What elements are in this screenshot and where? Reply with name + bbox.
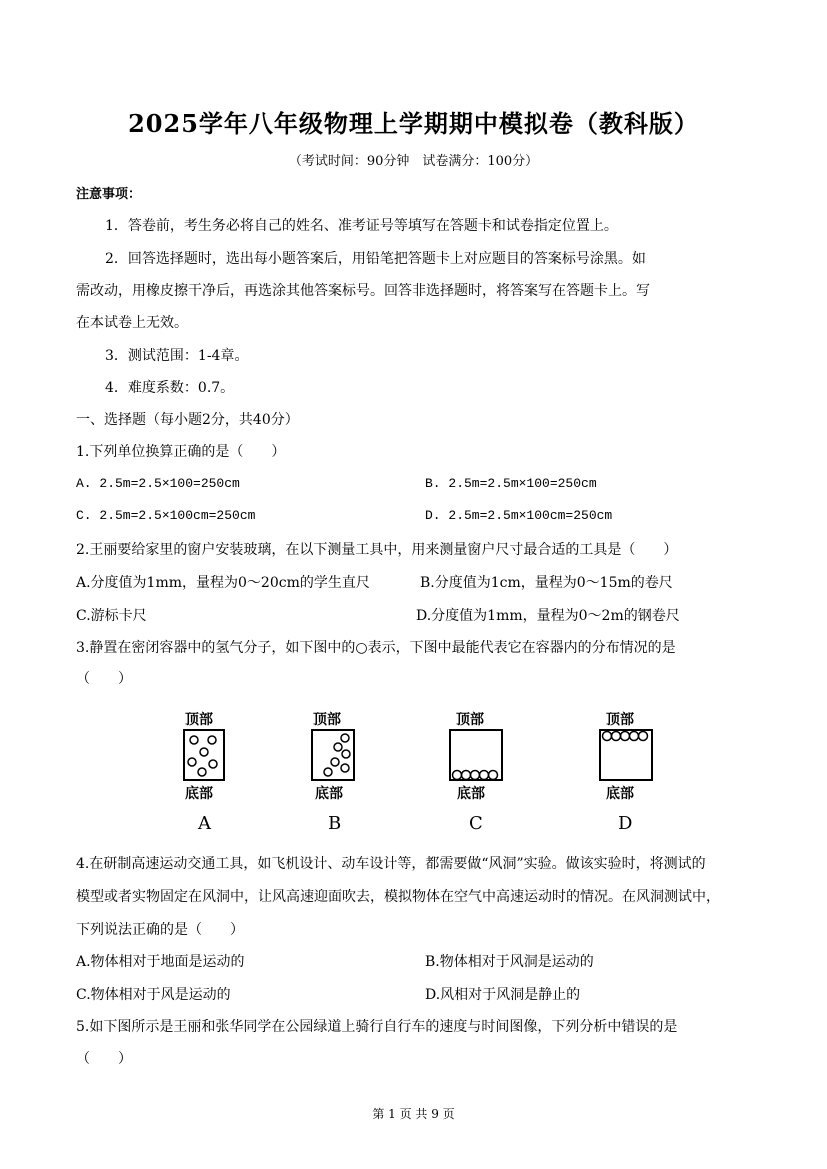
bottom-label-a: 底部 — [185, 786, 213, 802]
q1-option-c: C. 2.5m=2.5×100cm=250cm — [76, 508, 256, 523]
notes-heading: 注意事项： — [76, 187, 142, 202]
bottom-label-d: 底部 — [606, 786, 634, 802]
top-label-d: 顶部 — [606, 712, 634, 728]
q5-stem-line-1: 5.如下图所示是王丽和张华同学在公园绿道上骑行自行车的速度与时间图像，下列分析中错误的是 — [76, 1019, 678, 1035]
page-title: 2025学年八年级物理上学期期中模拟卷（教科版） — [128, 109, 699, 138]
container-d — [600, 711, 652, 834]
container-b — [312, 711, 354, 834]
q4-option-d: D.风相对于风洞是静止的 — [425, 987, 581, 1003]
letter-c: C — [469, 813, 483, 834]
letter-d: D — [618, 813, 633, 834]
q4-option-a: A.物体相对于地面是运动的 — [76, 954, 245, 970]
note-4: 4．难度系数：0.7。 — [105, 380, 235, 396]
letter-b: B — [328, 813, 342, 834]
q1-option-d: D. 2.5m=2.5m×100cm=250cm — [425, 508, 613, 523]
page-footer: 第 1 页 共 9 页 — [372, 1107, 455, 1121]
section-heading: 一、选择题（每小题2分，共40分） — [76, 412, 299, 428]
q3-figure — [170, 704, 670, 834]
note-2-line-1: 2．回答选择题时，选出每小题答案后，用铅笔把答题卡上对应题目的答案标号涂黑。如 — [105, 251, 646, 267]
note-2-line-3: 在本试卷上无效。 — [76, 315, 188, 331]
q2-stem: 2.王丽要给家里的窗户安装玻璃，在以下测量工具中，用来测量窗户尺寸最合适的工具是（ ） — [76, 542, 678, 558]
q2-option-a: A.分度值为1mm，量程为0～20cm的学生直尺 — [76, 575, 370, 591]
bottom-label-b: 底部 — [315, 786, 343, 802]
q2-option-b: B.分度值为1cm，量程为0～15m的卷尺 — [420, 575, 673, 591]
q4-option-c: C.物体相对于风是运动的 — [76, 987, 231, 1003]
q2-option-d: D.分度值为1mm，量程为0～2m的钢卷尺 — [416, 608, 680, 624]
q1-option-b: B. 2.5m=2.5m×100=250cm — [425, 476, 597, 491]
bottom-label-c: 底部 — [457, 786, 485, 802]
container-c — [450, 711, 502, 834]
note-2-line-2: 需改动，用橡皮擦干净后，再选涂其他答案标号。回答非选择题时，将答案写在答题卡上。写 — [76, 283, 650, 299]
q4-option-b: B.物体相对于风洞是运动的 — [425, 954, 594, 970]
letter-a: A — [198, 813, 211, 834]
top-label-a: 顶部 — [185, 712, 213, 728]
top-label-b: 顶部 — [313, 712, 341, 728]
exam-info: （考试时间：90分钟 试卷满分：100分） — [288, 154, 539, 169]
container-a — [184, 711, 224, 834]
q4-stem-line-1: 4.在研制高速运动交通工具，如飞机设计、动车设计等，都需要做“风洞”实验。做该实验时，将测试的 — [76, 856, 706, 872]
note-3: 3．测试范围：1-4章。 — [105, 348, 249, 364]
top-label-c: 顶部 — [456, 712, 484, 728]
note-1: 1．答卷前，考生务必将自己的姓名、准考证号等填写在答题卡和试卷指定位置上。 — [105, 218, 618, 234]
q4-stem-line-3: 下列说法正确的是（ ） — [76, 922, 244, 938]
q1-stem: 1.下列单位换算正确的是（ ） — [76, 444, 286, 460]
q3-stem-line-1: 3.静置在密闭容器中的氢气分子，如下图中的○表示，下图中最能代表它在容器内的分布情况的是 — [76, 640, 676, 656]
q2-option-c: C.游标卡尺 — [76, 608, 147, 624]
q3-stem-line-2: （ ） — [76, 671, 132, 687]
q1-option-a: A. 2.5m=2.5×100=250cm — [76, 476, 240, 491]
q4-stem-line-2: 模型或者实物固定在风洞中，让风高速迎面吹去，模拟物体在空气中高速运动时的情况。在风洞测试中， — [76, 889, 720, 905]
q5-stem-line-2: （ ） — [76, 1051, 132, 1067]
